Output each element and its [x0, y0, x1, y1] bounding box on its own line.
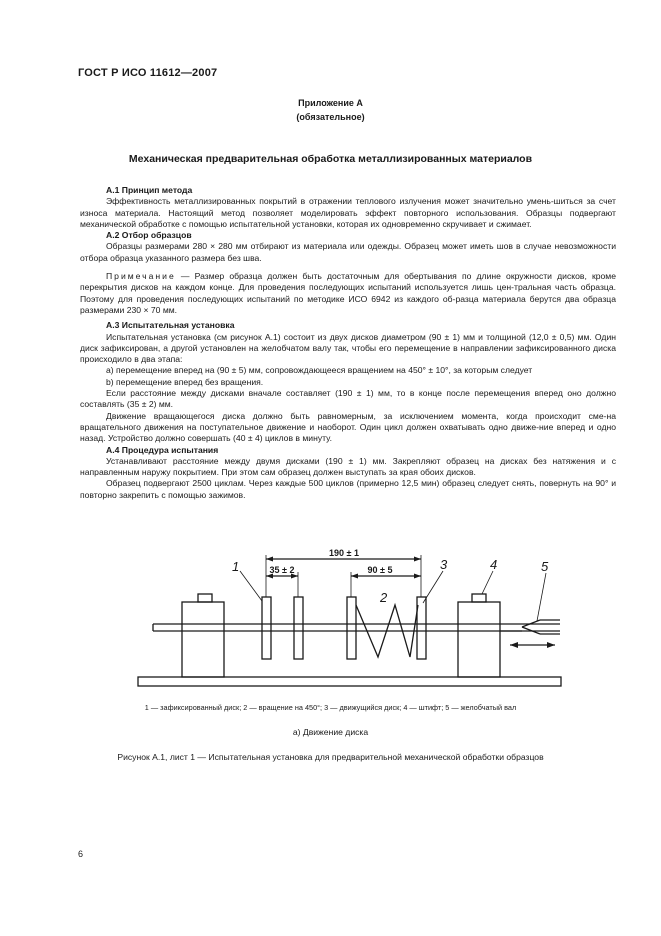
- dim-total-label: 190 ± 1: [329, 548, 359, 558]
- section-heading-a1: А.1 Принцип метода: [106, 185, 193, 195]
- section-heading-a4: А.4 Процедура испытания: [106, 444, 219, 455]
- callout-1: 1: [232, 559, 240, 574]
- leader-5: [537, 573, 546, 621]
- callout-4: 4: [490, 557, 498, 572]
- callout-5: 5: [541, 559, 549, 574]
- document-header: ГОСТ Р ИСО 11612—2007: [78, 67, 218, 79]
- page-number: 6: [78, 849, 84, 859]
- text-body: [80, 185, 616, 501]
- list-item: b) перемещение вперед без вращения.: [106, 376, 264, 387]
- annex-title: Приложение А: [298, 98, 363, 108]
- figure-caption: Рисунок А.1, лист 1 — Испытательная установка для предварительной механической обработки образцов: [117, 752, 544, 762]
- left-support: [182, 602, 224, 677]
- paragraph: Образцы размерами 280 × 280 мм отбирают из материала или одежды. Образец может иметь шов в случае невозможности отбора образца указанного размера без шва.: [80, 241, 616, 263]
- section-heading-a3: А.3 Испытательная установка: [106, 320, 235, 331]
- figure-diagram: [0, 545, 661, 705]
- base-plate: [138, 677, 561, 686]
- dim-right-label: 90 ± 5: [367, 565, 393, 575]
- right-support: [458, 602, 500, 677]
- leader-1: [240, 571, 262, 601]
- dim-left-label: 35 ± 2: [269, 565, 295, 575]
- note-label: Примечание: [106, 271, 176, 282]
- paragraph: Испытательная установка (см рисунок А.1) состоит из двух дисков диаметром (90 ± 1) мм и толщиной (12,0 ± 0,5) мм. Один диск зафиксирован, а другой установлен на желобчатом валу так, чтобы его перемещение в направлении зафиксированного диска происходило в два этапа:: [80, 331, 616, 365]
- figure-legend: 1 — зафиксированный диск; 2 — вращение на 450°; 3 — движущийся диск; 4 — штифт; 5 — желобчатый вал: [144, 703, 517, 712]
- pin-left: [198, 594, 212, 602]
- paragraph: Образец подвергают 2500 циклам. Через каждые 500 циклов (примерно 12,5 мин) образец следует снять, повернуть на 90° и повторно закрепить с помощью зажимов.: [80, 478, 616, 500]
- paragraph: Движение вращающегося диска должно быть равномерным, за исключением момента, когда происходит сме-на вращательного движения на поступательное движение и наоборот. Один цикл должен охватывать одно движе-ние вперед и одно назад. Устройство должно совершать (40 ± 4) циклов в минуту.: [80, 410, 616, 444]
- figure-subcaption: а) Движение диска: [292, 727, 369, 737]
- disc-moving-start: [347, 597, 356, 659]
- note-text: — Размер образца должен быть достаточным для обертывания по длине окружности дисков, кроме перекрытия дисков на каждом конце. Для проведения последующих испытаний используется лишь цен-тральная часть образца. Поэтому для проведения последующих испытаний по методике ИСО 6942 из каждого об-разца материала берутся два образца размерами 230 × 70 мм.: [80, 271, 616, 315]
- annex-status: (обязательное): [296, 112, 365, 122]
- paragraph: Эффективность металлизированных покрытий в отражении теплового излучения может значительно умень-шиться за счет износа материала. Настоящий метод позволяет моделировать эффект повторного использования. Образцы подвергают механической обработке с помощью испытательной установки, которая их одновременно скручивает и сжимает.: [80, 196, 616, 229]
- annex-heading: [0, 96, 661, 124]
- leader-4: [482, 571, 493, 594]
- callout-3: 3: [440, 557, 448, 572]
- list-item: a) перемещение вперед на (90 ± 5) мм, сопровождающееся вращением на 450° ± 10°, за которым следует: [106, 365, 533, 376]
- leader-3: [423, 571, 443, 603]
- paragraph: Устанавливают расстояние между двумя дисками (190 ± 1) мм. Закрепляют образец на дисках без натяжения и с направленным наружу покрытием. При этом сам образец должен выступать за края обоих дисков.: [80, 455, 616, 478]
- disc-intermediate: [294, 597, 303, 659]
- note: [80, 271, 616, 316]
- section-heading-a2: А.2 Отбор образцов: [106, 230, 192, 241]
- callout-2: 2: [380, 590, 388, 605]
- pin-right: [472, 594, 486, 602]
- fixed-disc: [262, 597, 271, 659]
- page-title: Механическая предварительная обработка металлизированных материалов: [128, 153, 533, 165]
- paragraph: Если расстояние между дисками вначале составляет (190 ± 1) мм, то в конце после перемещения вперед оно должно составлять (35 ± 2) мм.: [80, 388, 616, 410]
